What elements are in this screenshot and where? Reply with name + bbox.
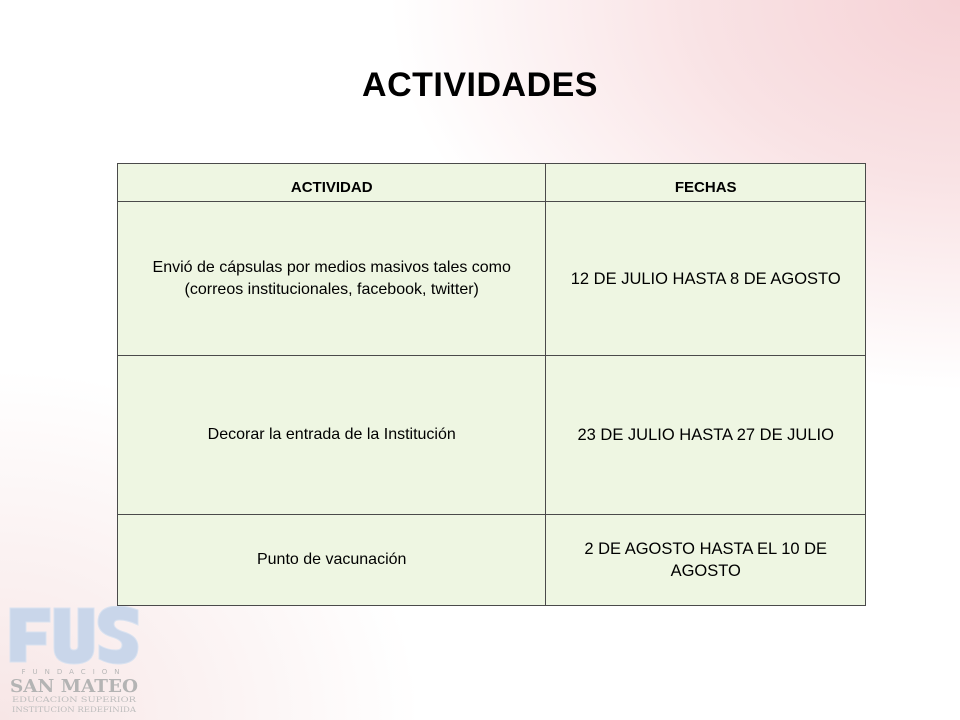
table-row — [118, 202, 866, 356]
fechas-cell: 2 DE AGOSTO HASTA EL 10 DE AGOSTO — [546, 515, 866, 606]
logo-line2: SAN MATEO — [10, 676, 138, 697]
actividad-cell: Decorar la entrada de la Institución — [118, 356, 546, 515]
logo-line1: FUNDACION — [21, 668, 127, 676]
fus-san-mateo-logo — [8, 606, 148, 716]
logo-line4: INSTITUCION REDEFINIDA — [12, 706, 138, 714]
fechas-cell: 12 DE JULIO HASTA 8 DE AGOSTO — [546, 202, 866, 356]
table-row — [118, 356, 866, 515]
logo-graphic — [8, 606, 148, 716]
activities-table — [117, 163, 866, 606]
fechas-cell: 23 DE JULIO HASTA 27 DE JULIO — [546, 356, 866, 515]
actividad-cell: Envió de cápsulas por medios masivos tales como (correos institucionales, facebook, twitter) — [118, 202, 546, 356]
logo-line3: EDUCACION SUPERIOR — [12, 696, 138, 704]
table-header-row — [118, 164, 866, 202]
actividad-cell: Punto de vacunación — [118, 515, 546, 606]
table-row — [118, 515, 866, 606]
header-actividad: ACTIVIDAD — [118, 164, 546, 202]
slide-title: ACTIVIDADES — [362, 66, 598, 104]
header-fechas: FECHAS — [546, 164, 866, 202]
